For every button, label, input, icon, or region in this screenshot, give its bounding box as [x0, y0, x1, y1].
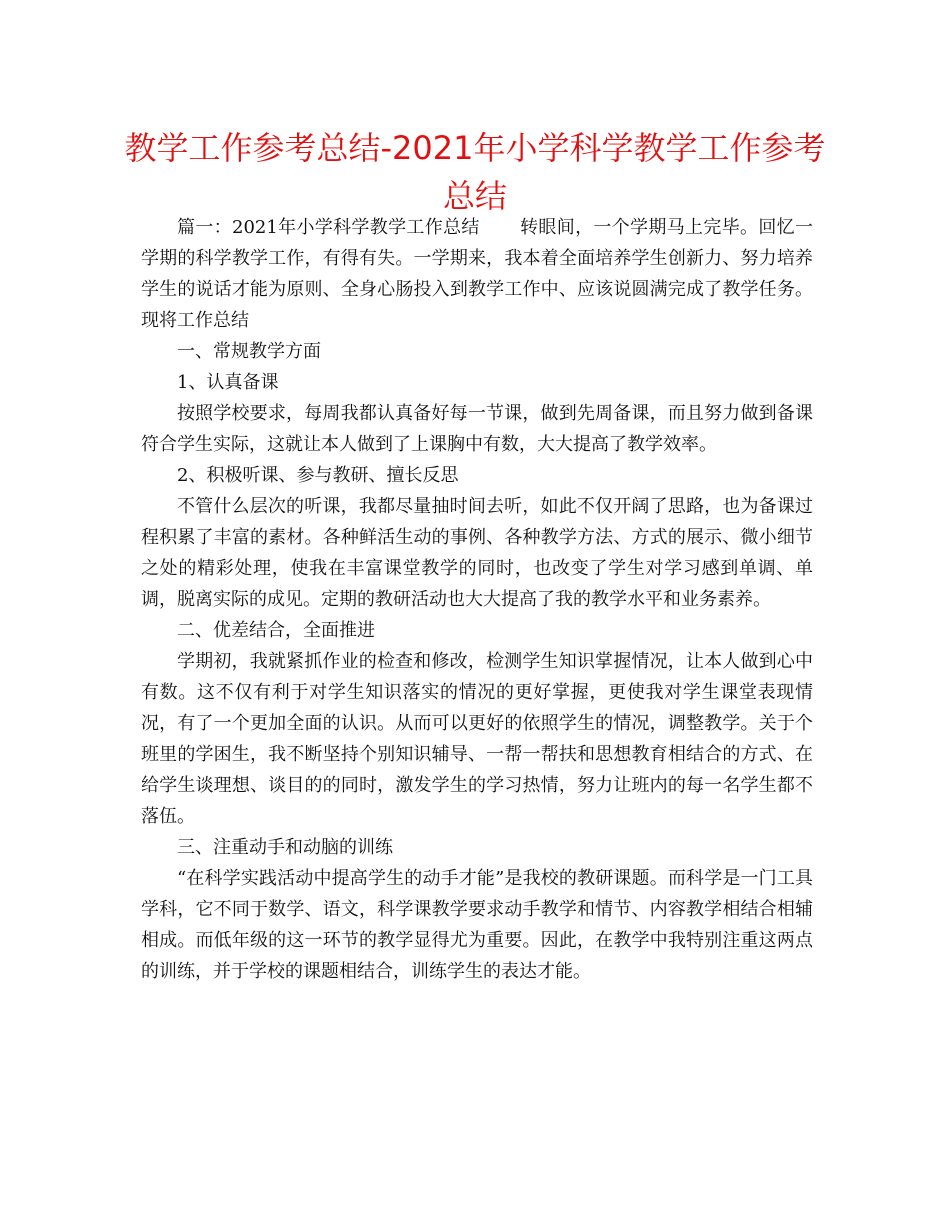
paragraph-combine: 学期初，我就紧抓作业的检查和修改，检测学生知识掌握情况，让本人做到心中有数。这不仅有利于对学生知识落实的情况的更好掌握，更使我对学生课堂表现情况，有了一个更加全面的认识。从而可以更好的依照学生的情况，调整教学。关于个班里的学困生，我不断坚持个别知识辅导、一帮一帮扶和思想教育相结合的方式、在给学生谈理想、谈目的的同时，激发学生的学习热情，努力让班内的每一名学生都不落伍。: [141, 651, 813, 827]
document-title: 教学工作参考总结-2021年小学科学教学工作参考总结: [124, 129, 826, 215]
subheading-prepare: 1、认真备课: [177, 372, 279, 393]
intro-paragraph: [141, 212, 813, 336]
paragraph-observe: 不管什么层次的听课，我都尽量抽时间去听，如此不仅开阔了思路，也为备课过程积累了丰富的素材。各种鲜活生动的事例、各种教学方法、方式的展示、微小细节之处的精彩处理，使我在丰富课堂教学的同时，也改变了学生对学习感到单调、单调，脱离实际的成见。定期的教研活动也大大提高了我的教学水平和业务素养。: [141, 496, 813, 610]
paragraph-hands-on: “在科学实践活动中提高学生的动手才能”是我校的教研课题。而科学是一门工具学科，它不同于数学、语文，科学课教学要求动手教学和情节、内容教学相结合相辅相成。而低年级的这一环节的教学显得尤为重要。因此，在教学中我特别注重这两点的训练，并于学校的课题相结合，训练学生的表达才能。: [141, 868, 813, 982]
section-heading-hands-on: 三、注重动手和动脑的训练: [177, 837, 393, 858]
document-body: [141, 212, 813, 987]
section-heading-combine: 二、优差结合，全面推进: [177, 620, 375, 641]
intro-text: 转眼间，一个学期马上完毕。回忆一学期的科学教学工作，有得有失。一学期来，我本着全面培养学生创新力、努力培养学生的说话才能为原则、全身心肠投入到教学工作中、应该说圆满完成了教学任务。现将工作总结: [141, 217, 814, 331]
paragraph-prepare: 按照学校要求，每周我都认真备好每一节课，做到先周备课，而且努力做到备课符合学生实际，这就让本人做到了上课胸中有数，大大提高了教学效率。: [141, 403, 813, 455]
section-heading-routine: 一、常规教学方面: [177, 341, 321, 362]
subheading-observe: 2、积极听课、参与教研、擅长反思: [177, 465, 459, 486]
intro-heading: 篇一：2021年小学科学教学工作总结: [177, 217, 480, 238]
